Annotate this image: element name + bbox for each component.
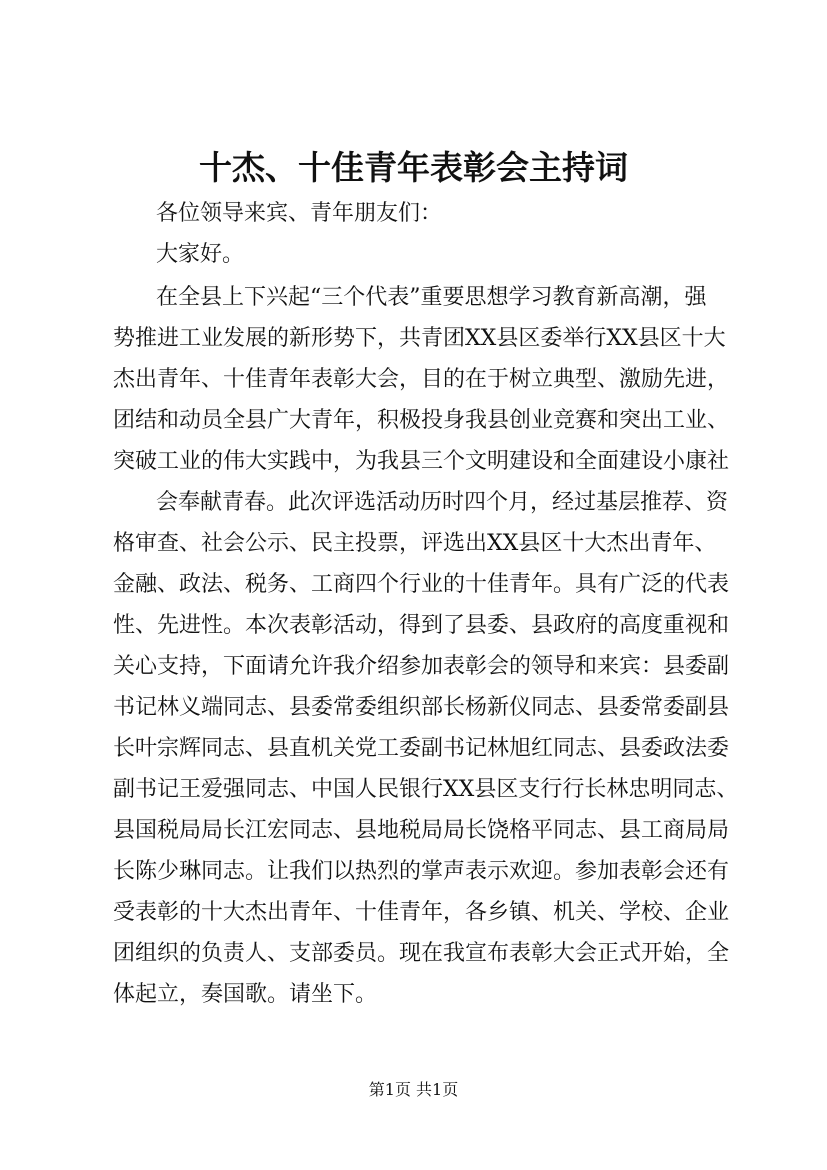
body-line-2: 势推进工业发展的新形势下，共青团XX县区委举行XX县区十大: [113, 326, 726, 351]
greeting-line: 各位领导来宾、青年朋友们：: [156, 201, 443, 226]
hello-line: 大家好。: [156, 242, 245, 267]
body-line-14: 县国税局局长江宏同志、县地税局局长饶格平同志、县工商局局: [113, 818, 730, 843]
body-line-10: 关心支持，下面请允许我介绍参加表彰会的领导和来宾：县委副: [113, 654, 730, 679]
body-line-4: 团结和动员全县广大青年，积极投身我县创业竞赛和突出工业、: [113, 408, 730, 433]
body-line-16: 受表彰的十大杰出青年、十佳青年，各乡镇、机关、学校、企业: [113, 900, 730, 925]
body-line-15: 长陈少琳同志。让我们以热烈的掌声表示欢迎。参加表彰会还有: [113, 859, 730, 884]
body-line-1: 在全县上下兴起“三个代表”重要思想学习教育新高潮，强: [156, 285, 707, 310]
document-title: 十杰、十佳青年表彰会主持词: [199, 148, 628, 187]
body-line-8: 金融、政法、税务、工商四个行业的十佳青年。具有广泛的代表: [113, 572, 730, 597]
page-number-footer: 第1页 共1页: [368, 1080, 459, 1099]
body-line-7: 格审查、社会公示、民主投票，评选出XX县区十大杰出青年、: [113, 531, 717, 556]
body-line-3: 杰出青年、十佳青年表彰大会，目的在于树立典型、激励先进，: [113, 367, 730, 392]
body-line-11: 书记林义端同志、县委常委组织部长杨新仪同志、县委常委副县: [113, 695, 730, 720]
body-line-9: 性、先进性。本次表彰活动，得到了县委、县政府的高度重视和: [113, 613, 730, 638]
body-line-6: 会奉献青春。此次评选活动历时四个月，经过基层推荐、资: [156, 490, 729, 515]
body-line-12: 长叶宗辉同志、县直机关党工委副书记林旭红同志、县委政法委: [113, 736, 730, 761]
body-line-13: 副书记王爱强同志、中国人民银行XX县区支行行长林忠明同志、: [113, 777, 739, 802]
body-line-5: 突破工业的伟大实践中，为我县三个文明建设和全面建设小康社: [113, 449, 730, 474]
body-line-18: 体起立，奏国歌。请坐下。: [113, 982, 378, 1007]
body-line-17: 团组织的负责人、支部委员。现在我宣布表彰大会正式开始，全: [113, 941, 730, 966]
